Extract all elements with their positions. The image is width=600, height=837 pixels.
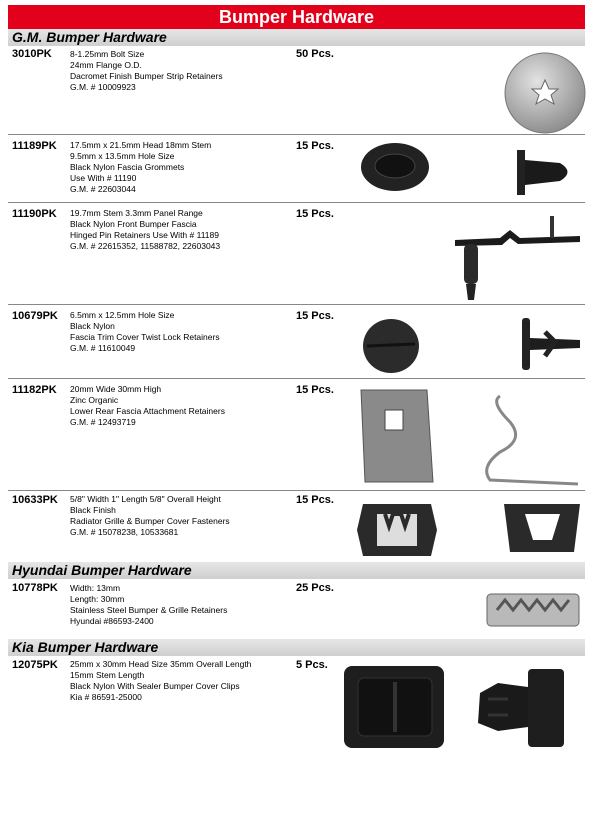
row-divider — [8, 134, 585, 135]
desc-line: Lower Rear Fascia Attachment Retainers — [70, 406, 225, 416]
item-description — [70, 140, 290, 195]
desc-line: 24mm Flange O.D. — [70, 60, 142, 70]
desc-line: G.M. # 15078238, 10533681 — [70, 527, 179, 537]
desc-line: 17.5mm x 21.5mm Head 18mm Stem — [70, 140, 212, 150]
item-sku: 11182PK — [12, 384, 57, 396]
desc-line: Width: 13mm — [70, 583, 121, 593]
item-description — [70, 583, 290, 627]
desc-line: G.M. # 22615352, 11588782, 22603043 — [70, 241, 221, 251]
section-header-hyundai: Hyundai Bumper Hardware — [8, 562, 585, 579]
row-divider — [8, 202, 585, 203]
desc-line: G.M. # 11610049 — [70, 343, 136, 353]
desc-line: 8-1.25mm Bolt Size — [70, 49, 145, 59]
item-sku: 12075PK — [12, 659, 58, 671]
item-description — [70, 384, 290, 428]
desc-line: Black Nylon With Sealer Bumper Cover Clips — [70, 681, 240, 691]
desc-line: 5/8" Width 1" Length 5/8" Overall Height — [70, 494, 221, 504]
twist-lock-retainer-side-image — [500, 314, 585, 374]
desc-line: G.M. # 22603044 — [70, 184, 136, 194]
row-divider — [8, 490, 585, 491]
desc-line: 25mm x 30mm Head Size 35mm Overall Length — [70, 659, 252, 669]
row-divider — [8, 304, 585, 305]
hinged-pin-retainer-image — [450, 208, 590, 303]
desc-line: Black Nylon — [70, 321, 115, 331]
section-header-kia: Kia Bumper Hardware — [8, 639, 585, 656]
kia-bumper-clip-side-image — [468, 665, 588, 750]
kia-bumper-clip-top-image — [340, 662, 450, 752]
item-sku: 10778PK — [12, 582, 58, 594]
desc-line: Hyundai #86593-2400 — [70, 616, 154, 626]
fascia-grommet-top-image — [355, 140, 435, 195]
item-quantity: 15 Pcs. — [296, 494, 334, 506]
desc-line: Stainless Steel Bumper & Grille Retainers — [70, 605, 228, 615]
section-header-gm: G.M. Bumper Hardware — [8, 29, 585, 46]
grille-fastener-front-image — [355, 500, 440, 560]
item-sku: 11190PK — [12, 208, 57, 220]
item-sku: 10633PK — [12, 494, 58, 506]
desc-line: Radiator Grille & Bumper Cover Fasteners — [70, 516, 230, 526]
desc-line: Kia # 86591-25000 — [70, 692, 142, 702]
zinc-fascia-retainer-side-image — [470, 392, 582, 487]
desc-line: 9.5mm x 13.5mm Hole Size — [70, 151, 175, 161]
desc-line: Use With # 11190 — [70, 173, 137, 183]
item-sku: 11189PK — [12, 140, 57, 152]
item-quantity: 50 Pcs. — [296, 48, 334, 60]
desc-line: Black Finish — [70, 505, 116, 515]
item-quantity: 15 Pcs. — [296, 208, 334, 220]
item-sku: 3010PK — [12, 48, 52, 60]
item-quantity: 15 Pcs. — [296, 384, 334, 396]
item-quantity: 15 Pcs. — [296, 140, 334, 152]
item-description — [70, 494, 290, 538]
grille-fastener-side-image — [500, 500, 585, 555]
item-quantity: 15 Pcs. — [296, 310, 334, 322]
push-nut-retainer-image — [500, 48, 590, 138]
zinc-fascia-retainer-front-image — [357, 386, 437, 486]
desc-line: 15mm Stem Length — [70, 670, 145, 680]
desc-line: Zinc Organic — [70, 395, 119, 405]
row-divider — [8, 378, 585, 379]
desc-line: G.M. # 10009923 — [70, 82, 136, 92]
fascia-grommet-side-image — [505, 145, 585, 200]
desc-line: Length: 30mm — [70, 594, 125, 604]
item-description — [70, 659, 290, 703]
item-sku: 10679PK — [12, 310, 58, 322]
desc-line: Black Nylon Fascia Grommets — [70, 162, 185, 172]
desc-line: 19.7mm Stem 3.3mm Panel Range — [70, 208, 203, 218]
page-title: Bumper Hardware — [8, 5, 585, 29]
desc-line: Dacromet Finish Bumper Strip Retainers — [70, 71, 223, 81]
stainless-grille-retainer-image — [483, 590, 583, 630]
item-quantity: 5 Pcs. — [296, 659, 328, 671]
desc-line: Fascia Trim Cover Twist Lock Retainers — [70, 332, 220, 342]
desc-line: Hinged Pin Retainers Use With # 11189 — [70, 230, 219, 240]
item-description — [70, 310, 290, 354]
twist-lock-retainer-top-image — [355, 316, 427, 376]
item-description — [70, 208, 290, 252]
desc-line: 20mm Wide 30mm High — [70, 384, 162, 394]
desc-line: 6.5mm x 12.5mm Hole Size — [70, 310, 175, 320]
desc-line: Black Nylon Front Bumper Fascia — [70, 219, 197, 229]
item-description — [70, 49, 290, 93]
item-quantity: 25 Pcs. — [296, 582, 334, 594]
desc-line: G.M. # 12493719 — [70, 417, 136, 427]
